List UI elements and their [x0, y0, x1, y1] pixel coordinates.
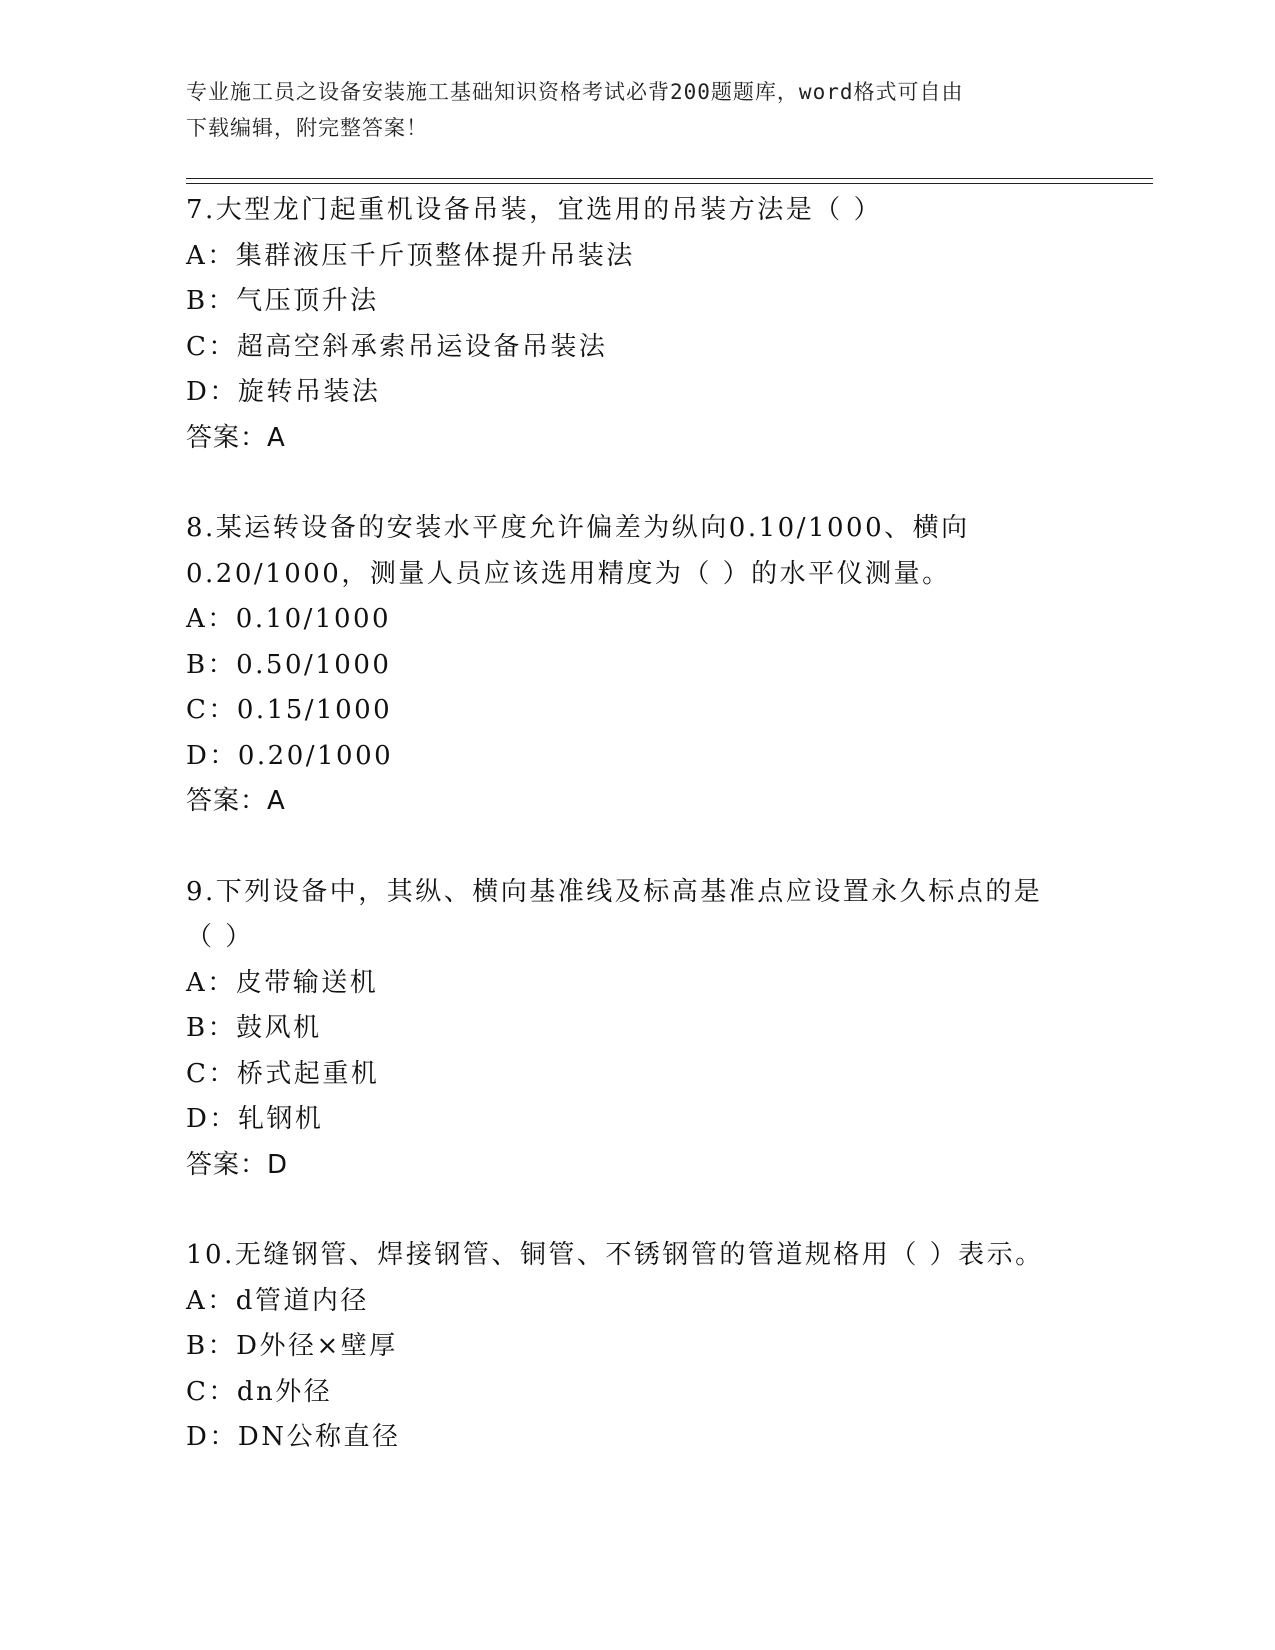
option-a: A：0.10/1000 — [186, 604, 392, 634]
answer-line: 答案：D — [186, 1149, 289, 1180]
option-c: C：0.15/1000 — [186, 695, 393, 725]
question-stem: 8.某运转设备的安装水平度允许偏差为纵向0.10/1000、横向 — [186, 513, 970, 543]
question-10 — [186, 1233, 1146, 1461]
option-a: A：皮带输送机 — [186, 967, 379, 998]
question-stem: 10.无缝钢管、焊接钢管、铜管、不锈钢管的管道规格用（ ）表示。 — [186, 1240, 1044, 1270]
question-8 — [186, 506, 1146, 825]
option-c: C：桥式起重机 — [186, 1058, 380, 1089]
option-b: B：鼓风机 — [186, 1013, 322, 1043]
question-list — [186, 188, 1146, 1461]
question-9 — [186, 870, 1146, 1189]
question-stem: 7.大型龙门起重机设备吊装，宜选用的吊装方法是（ ） — [186, 195, 883, 225]
question-7 — [186, 188, 1146, 461]
question-stem: 9.下列设备中，其纵、横向基准线及标高基准点应设置永久标点的是 — [186, 876, 1043, 907]
header-divider-bottom — [186, 183, 1153, 184]
question-stem-continued: （ ） — [186, 922, 254, 952]
header-line-2: 下载编辑，附完整答案！ — [186, 116, 428, 140]
option-b: B：D外径×壁厚 — [186, 1331, 398, 1361]
header-line-1: 专业施工员之设备安装施工基础知识资格考试必背200题题库，word格式可自由 — [186, 80, 964, 104]
option-d: D：DN公称直径 — [186, 1422, 401, 1452]
answer-line: 答案：A — [186, 786, 286, 816]
option-c: C：dn外径 — [186, 1376, 333, 1407]
option-d: D：轧钢机 — [186, 1104, 324, 1134]
question-stem-continued: 0.20/1000，测量人员应该选用精度为（ ）的水平仪测量。 — [186, 558, 951, 589]
option-d: D：旋转吊装法 — [186, 377, 381, 407]
option-b: B：0.50/1000 — [186, 649, 392, 680]
option-c: C：超高空斜承索吊运设备吊装法 — [186, 331, 608, 362]
document-header — [186, 74, 1086, 146]
option-a: A：d管道内径 — [186, 1285, 369, 1316]
option-a: A：集群液压千斤顶整体提升吊装法 — [186, 240, 635, 271]
option-b: B：气压顶升法 — [186, 286, 379, 316]
option-d: D：0.20/1000 — [186, 740, 394, 771]
answer-line: 答案：A — [186, 422, 286, 453]
header-divider-top — [186, 178, 1153, 179]
